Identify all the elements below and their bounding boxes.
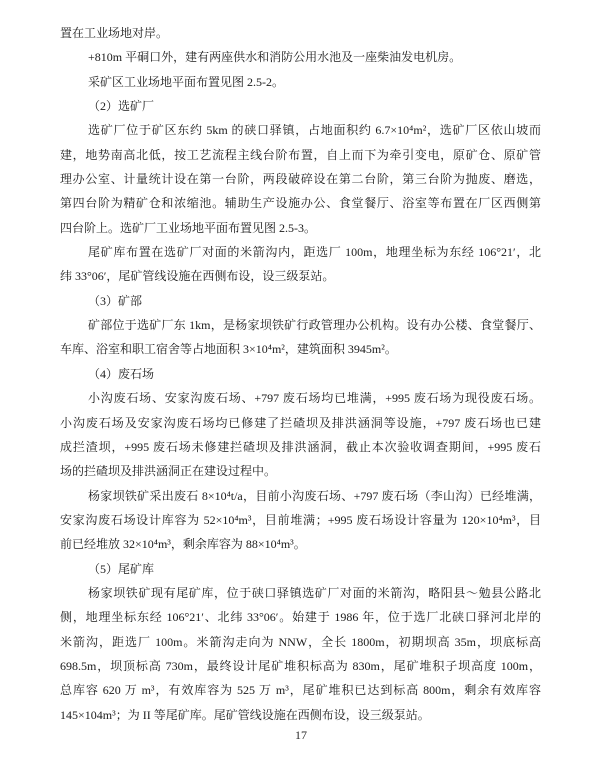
text-line: 698.5m，坝顶标高 730m，最终设计尾矿堆积标高为 830m，尾矿堆积子坝高度 100m， — [60, 658, 541, 673]
text-line: 安家沟废石场设计库容为 52×10⁴m³，目前堆满；+995 废石场设计容量为 120×10⁴m³，目 — [60, 512, 541, 527]
text-line: 采矿区工业场地平面布置见图 2.5-2。 — [88, 74, 284, 89]
text-line: 场的拦碴坝及排洪涵洞正在建设过程中。 — [60, 464, 277, 479]
section-heading-2-concentrator: （2）选矿厂 — [88, 99, 155, 114]
text-line: 总库容 620 万 m³，有效库容为 525 万 m³，尾矿堆积已达到标高 800m，剩余有效库容 — [60, 683, 541, 698]
text-line: 车库、浴室和职工宿舍等占地面积 3×10⁴m²，建筑面积 3945m²。 — [60, 342, 397, 357]
text-line: 小沟废石场、安家沟废石场、+797 废石场均已堆满，+995 废石场为现役废石场。 — [88, 391, 541, 406]
section-heading-3-mine-office: （3）矿部 — [88, 293, 143, 308]
text-line: 四台阶上。选矿厂工业场地平面布置见图 2.5-3。 — [60, 220, 316, 235]
text-line: +810m 平硐口外，建有两座供水和消防公用水池及一座柴油发电机房。 — [88, 50, 462, 65]
text-line: 矿部位于选矿厂东 1km，是杨家坝铁矿行政管理办公机构。设有办公楼、食堂餐厅、 — [88, 318, 541, 333]
section-heading-4-waste-rock-yard: （4）废石场 — [88, 366, 155, 381]
text-line: 置在工业场地对岸。 — [60, 26, 169, 40]
text-line: 杨家坝铁矿采出废石 8×10⁴t/a，目前小沟废石场、+797 废石场（李山沟）已经堆满， — [88, 488, 541, 503]
text-line: 米箭沟，距选厂 100m。米箭沟走向为 NNW，全长 1800m，初期坝高 35m，坝底标高 — [60, 634, 541, 649]
text-line: 145×104m³；为 II 等尾矿库。尾矿管线设施在西侧布设，设三级泵站。 — [60, 707, 430, 722]
text-line: 成拦渣坝，+995 废石场未修建拦碴坝及排洪涵洞，截止本次验收调查期间，+995 废石 — [60, 439, 541, 454]
text-line: 小沟废石场及安家沟废石场均已修建了拦碴坝及排洪涵洞等设施，+797 废石场也已建 — [60, 415, 541, 430]
text-line: 第四台阶为精矿仓和浓缩池。辅助生产设施办公、食堂餐厅、浴室等布置在厂区西侧第 — [60, 196, 541, 211]
text-line: 纬 33°06′，尾矿管线设施在西侧布设，设三级泵站。 — [60, 269, 335, 284]
page-number: 17 — [295, 728, 307, 742]
text-line: 选矿厂位于矿区东约 5km 的硖口驿镇，占地面积约 6.7×10⁴m²，选矿厂区依山坡而 — [88, 123, 541, 138]
text-line: 理办公室、计量统计设在第一台阶，两段破碎设在第二台阶，第三台阶为抛废、磨选， — [60, 172, 541, 187]
page-footer — [0, 726, 602, 744]
text-line: 侧，地理坐标东经 106°21′、北纬 33°06′。始建于 1986 年，位于选厂北硖口驿河北岸的 — [60, 610, 541, 625]
text-line: 前已经堆放 32×10⁴m³，剩余库容为 88×10⁴m³。 — [60, 537, 306, 552]
text-line: 杨家坝铁矿现有尾矿库，位于硖口驿镇选矿厂对面的米箭沟，略阳县～勉县公路北 — [88, 585, 541, 600]
text-line: 尾矿库布置在选矿厂对面的米箭沟内，距选厂 100m，地理坐标为东经 106°21′，北 — [88, 245, 541, 260]
document-text-block — [60, 21, 541, 727]
text-line: 建，地势南高北低，按工艺流程主线台阶布置，自上而下为牵引变电，原矿仓、原矿管 — [60, 147, 541, 162]
section-heading-5-tailings-pond: （5）尾矿库 — [88, 561, 155, 576]
